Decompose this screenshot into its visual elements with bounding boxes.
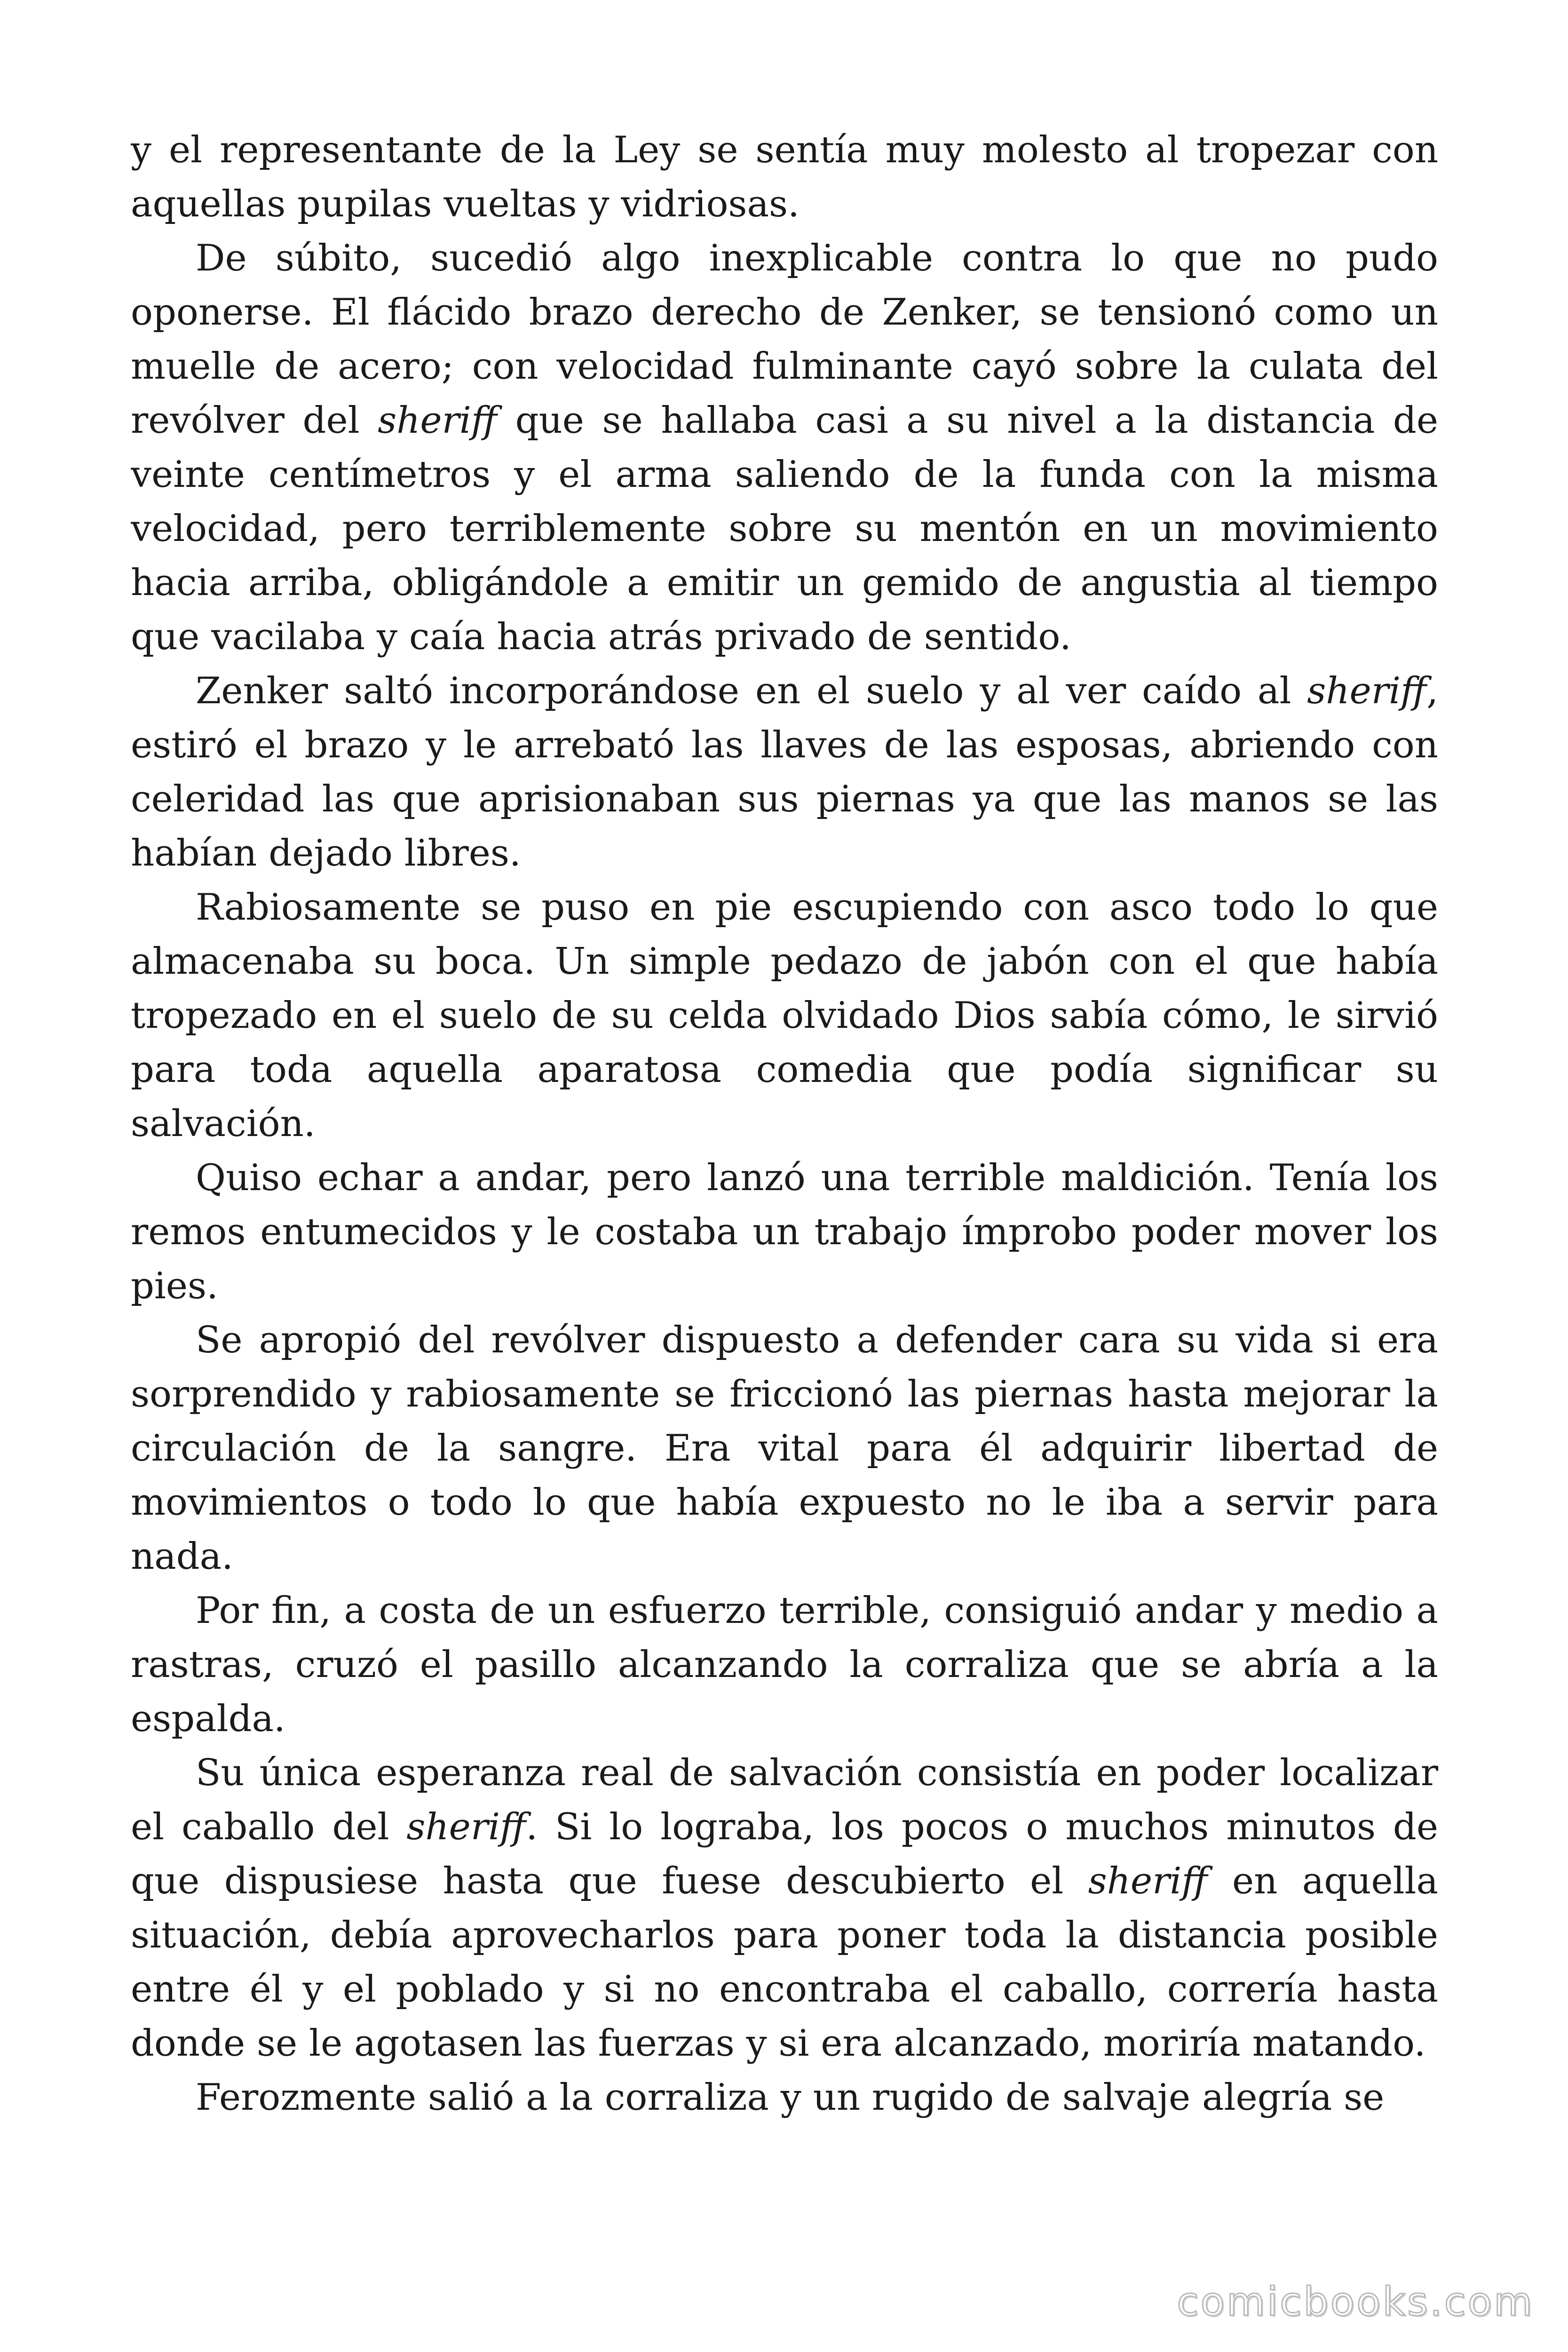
paragraph <box>131 123 1438 231</box>
paragraph <box>131 664 1438 881</box>
paragraph <box>131 1584 1438 1746</box>
paragraph-text: y el representante de la Ley se sentía muy molesto al tropezar con aquellas pupilas vueltas y vidriosas. <box>131 129 1438 225</box>
paragraph-text: Por fin, a costa de un esfuerzo terrible, consiguió andar y medio a rastras, cruzó el pasillo alcanzando la corraliza que se abría a la espalda. <box>131 1589 1438 1740</box>
paragraph-text: . Si lo lograba, los pocos o muchos minutos de que dispusiese hasta que fuese descubierto el <box>131 1806 1438 1902</box>
italic-text: sheriff <box>406 1806 526 1848</box>
paragraph-text: , estiró el brazo y le arrebató las llaves de las esposas, abriendo con celeridad las que aprisionaban sus piernas ya que las manos se las habían dejado libres. <box>131 670 1438 874</box>
paragraph-text: Rabiosamente se puso en pie escupiendo con asco todo lo que almacenaba su boca. Un simple pedazo de jabón con el que había tropezado en el suelo de su celda olvidado Dios sabía cómo, le sirvió para toda aquella aparatosa comedia que podía significar su salvación. <box>131 886 1438 1145</box>
paragraph-text: Ferozmente salió a la corraliza y un rugido de salvaje alegría se <box>196 2076 1385 2119</box>
paragraph-text: Su única esperanza real de salvación consistía en poder localizar el caballo del <box>131 1752 1438 1848</box>
paragraph-text: De súbito, sucedió algo inexplicable contra lo que no pudo oponerse. El flácido brazo derecho de Zenker, se tensionó como un muelle de acero; con velocidad fulminante cayó sobre la culata del revólver del <box>131 237 1438 442</box>
paragraph <box>131 1151 1438 1313</box>
paragraph <box>131 881 1438 1151</box>
paragraph <box>131 2071 1438 2125</box>
paragraph-text: Se apropió del revólver dispuesto a defender cara su vida si era sorprendido y rabiosamente se friccionó las piernas hasta mejorar la circulación de la sangre. Era vital para él adquirir libertad de movimientos o todo lo que había expuesto no le iba a servir para nada. <box>131 1319 1438 1578</box>
paragraph-text: en aquella situación, debía aprovecharlos para poner toda la distancia posible entre él y el poblado y si no encontraba el caballo, correría hasta donde se le agotasen las fuerzas y si era alcanzado, moriría matando. <box>131 1860 1438 2065</box>
paragraph <box>131 231 1438 664</box>
italic-text: sheriff <box>1088 1860 1208 1902</box>
paragraph-text: que se hallaba casi a su nivel a la distancia de veinte centímetros y el arma saliendo de la funda con la misma velocidad, pero terriblemente sobre su mentón en un movimiento hacia arriba, obligándole a emitir un gemido de angustia al tiempo que vacilaba y caía hacia atrás privado de sentido. <box>131 399 1438 658</box>
watermark: comicbooks.com <box>1177 2279 1534 2325</box>
book-page <box>131 123 1438 2221</box>
paragraph <box>131 1746 1438 2071</box>
italic-text: sheriff <box>378 399 498 442</box>
paragraph-text: Quiso echar a andar, pero lanzó una terrible maldición. Tenía los remos entumecidos y le costaba un trabajo ímprobo poder mover los pies. <box>131 1157 1438 1307</box>
paragraph-text: Zenker saltó incorporándose en el suelo y al ver caído al <box>196 670 1307 712</box>
italic-text: sheriff <box>1307 670 1427 712</box>
paragraph <box>131 1313 1438 1584</box>
